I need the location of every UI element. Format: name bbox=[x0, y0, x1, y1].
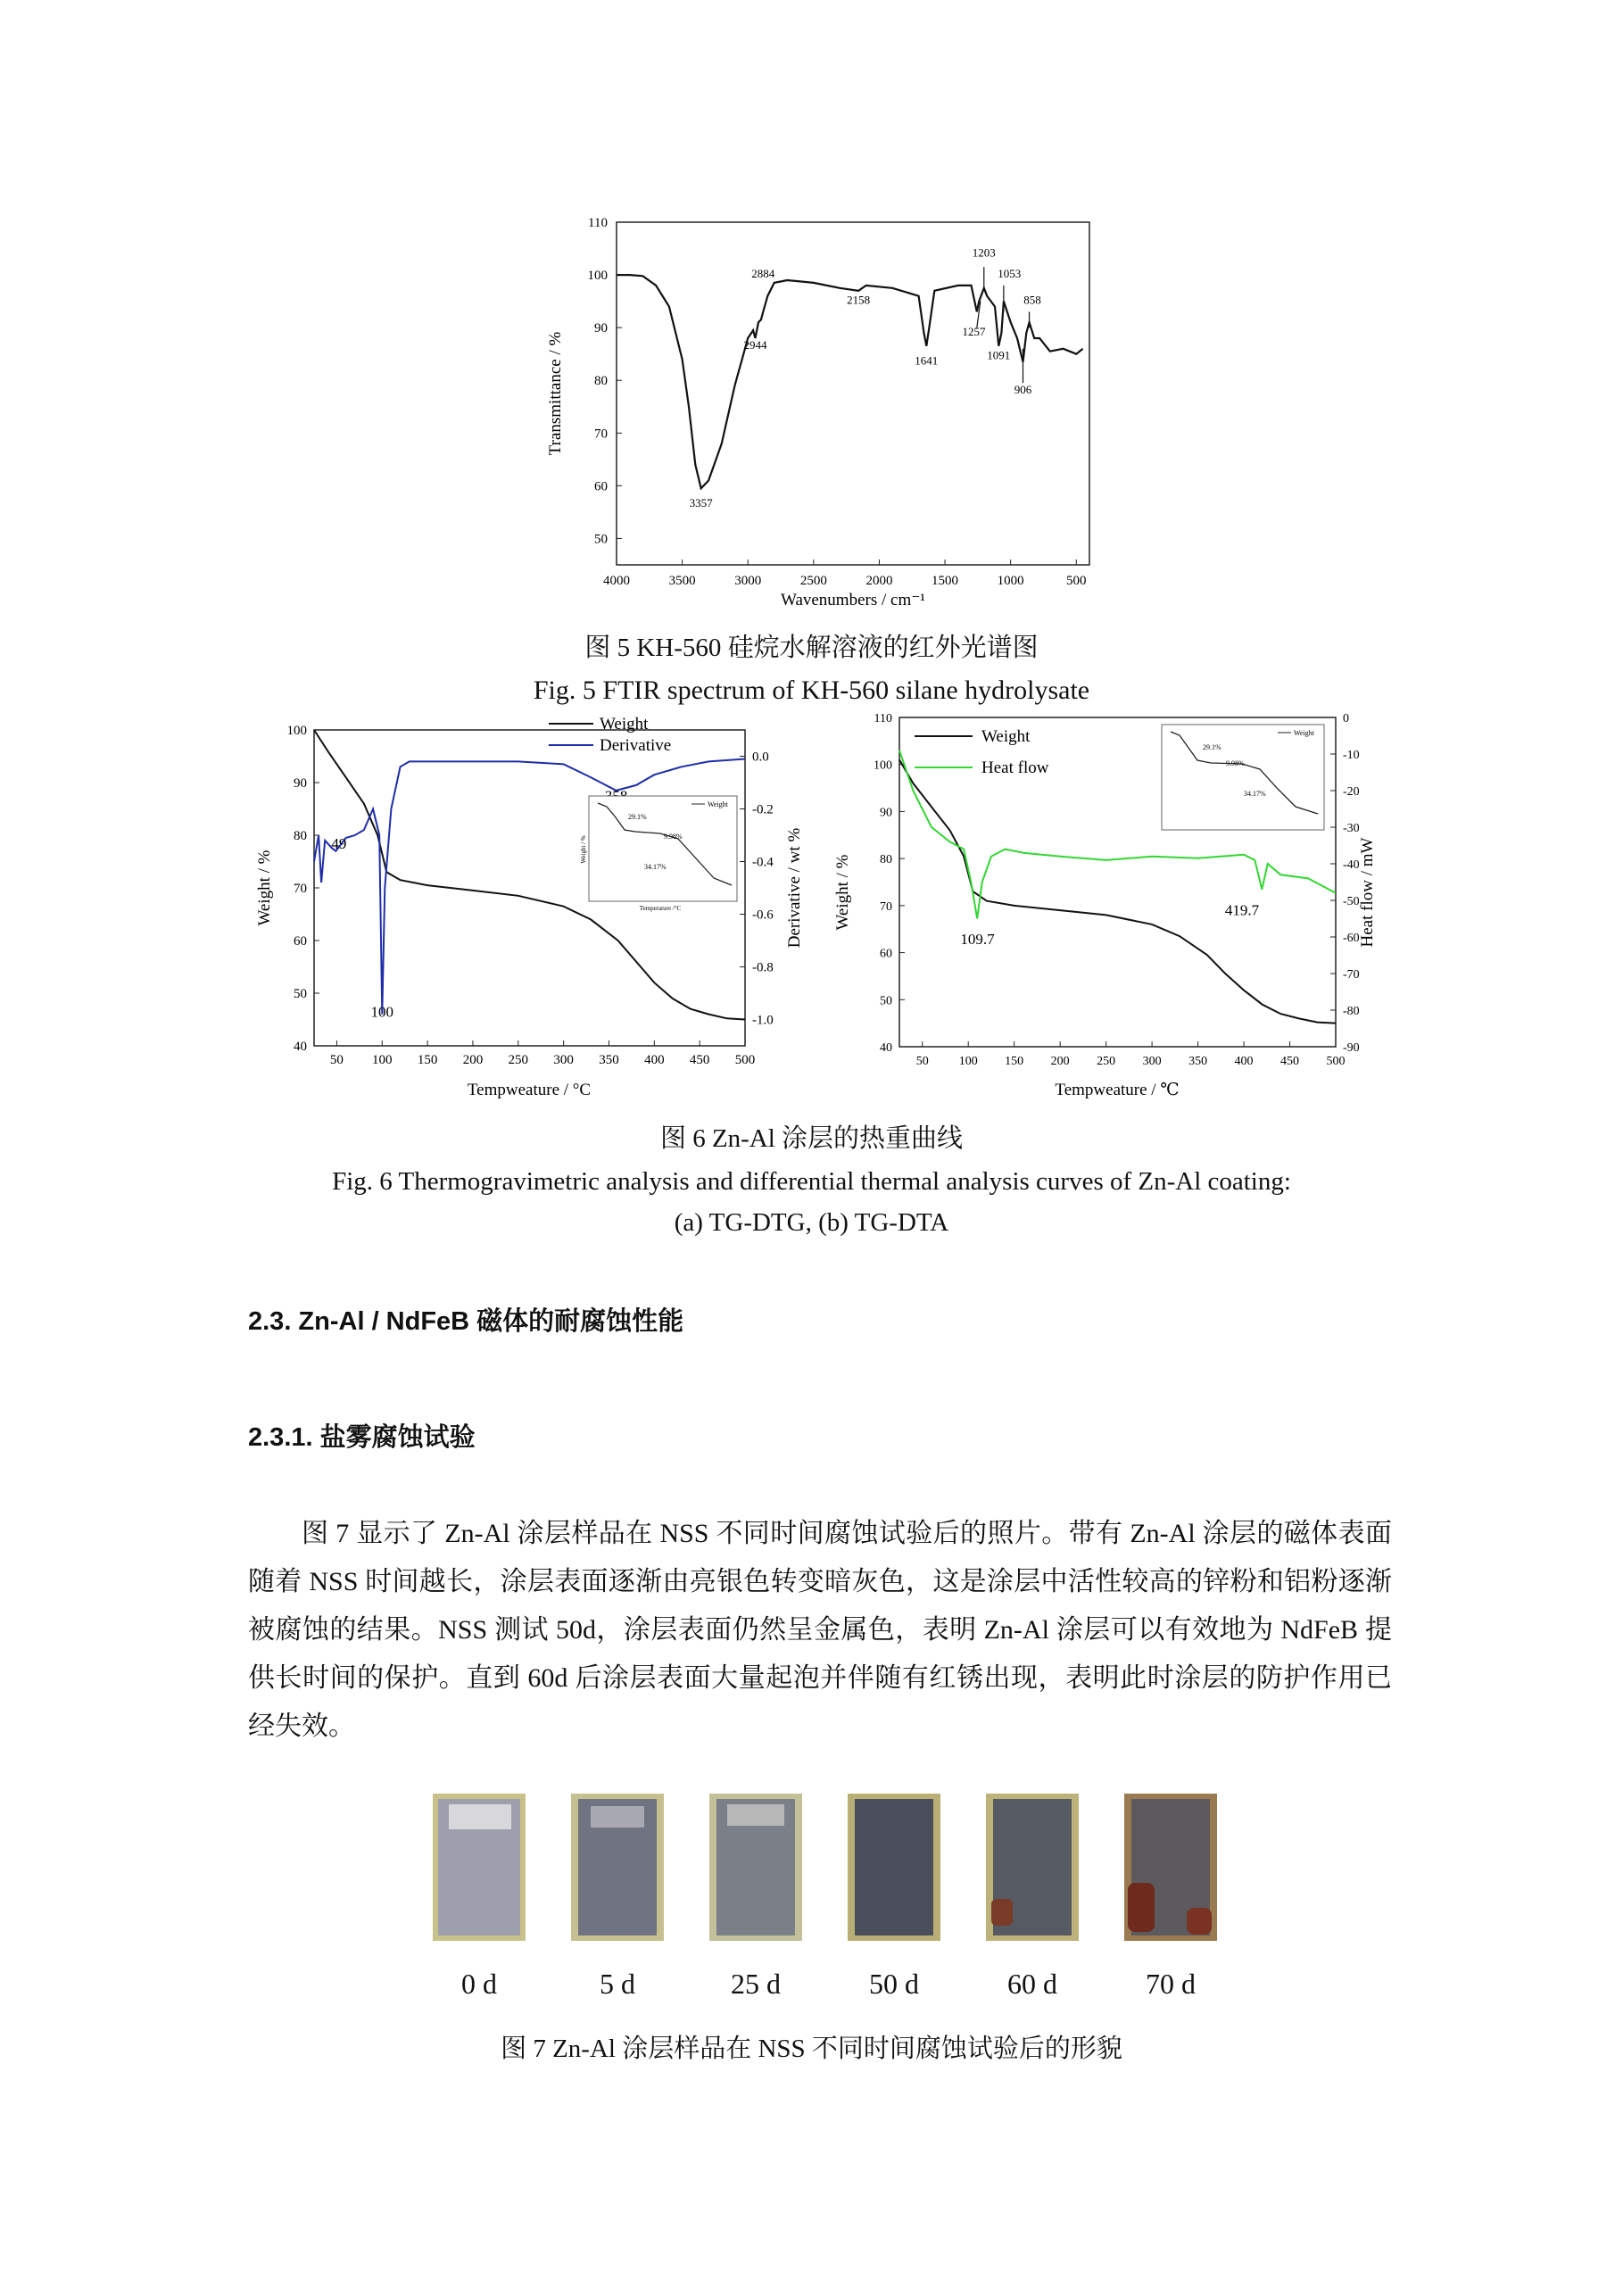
fig7-label: 5 d bbox=[600, 1968, 635, 2000]
fig5-xtick-label: 2000 bbox=[865, 574, 893, 588]
fig6b-y2tick-label: -70 bbox=[1343, 968, 1360, 982]
fig6a-inset-step3: 34.17% bbox=[644, 863, 667, 871]
fig6a-legend bbox=[549, 715, 671, 755]
fig6a-y2tick-label: -1.0 bbox=[752, 1013, 774, 1028]
fig7-label: 60 d bbox=[1007, 1968, 1057, 2000]
fig5-peak-label: 858 bbox=[1023, 293, 1041, 307]
fig6a-xtick-label: 350 bbox=[599, 1053, 619, 1067]
fig7-label: 25 d bbox=[731, 1968, 781, 2000]
body-paragraph bbox=[248, 1510, 1392, 1751]
fig6b-y2tick-label: -60 bbox=[1343, 932, 1360, 945]
fig6a-chart bbox=[250, 705, 821, 1107]
sample-photo-25d bbox=[709, 1794, 802, 1941]
fig6-caption-en2: (a) TG-DTG, (b) TG-DTA bbox=[674, 1208, 949, 1237]
fig6a-xlabel: Tempweature / °C bbox=[467, 1081, 592, 1099]
fig6b-y2tick-label: -30 bbox=[1343, 822, 1360, 835]
fig6b-xtick-label: 50 bbox=[915, 1055, 929, 1068]
fig6b-xtick-label: 200 bbox=[1050, 1055, 1070, 1068]
fig6a-xtick-label: 150 bbox=[417, 1053, 438, 1067]
fig5-ytick-label: 60 bbox=[594, 479, 608, 494]
fig6-caption-en: Fig. 6 Thermogravimetric analysis and differential thermal analysis curves of Zn-Al coating: bbox=[332, 1167, 1291, 1196]
fig5-peak-label: 906 bbox=[1014, 383, 1032, 396]
sample-photo-60d bbox=[986, 1794, 1079, 1941]
fig6b-xtick-label: 500 bbox=[1326, 1055, 1346, 1068]
fig6a-y2tick-label: -0.6 bbox=[752, 908, 774, 923]
paragraph-text: 图 7 显示了 Zn-Al 涂层样品在 NSS 不同时间腐蚀试验后的照片。带有 Zn-Al 涂层的磁体表面随着 NSS 时间越长，涂层表面逐渐由亮银色转变暗灰色，这是涂层中活性较高的锌粉和铝粉逐渐被腐蚀的结果。NSS 测试 50d，涂层表面仍然呈金属色，表明 Zn-Al 涂层可以有效地为 NdFeB 提供长时间的保护。直到 60d 后涂层表面大量起泡并伴随有红锈出现，表明此时涂层的防护作用已经失效。 bbox=[248, 1519, 1392, 1741]
sample-photo-50d bbox=[848, 1794, 940, 1941]
fig6b-legend bbox=[915, 727, 1049, 777]
fig6b-ytick-label: 50 bbox=[880, 994, 892, 1008]
fig5-caption-cn: 图 5 KH-560 硅烷水解溶液的红外光谱图 bbox=[584, 634, 1039, 662]
fig6b-y2tick-label: -50 bbox=[1343, 895, 1360, 908]
fig5-xtick-label: 3500 bbox=[668, 574, 696, 588]
fig6a-y2tick-label: -0.8 bbox=[752, 960, 774, 975]
fig6b-y2tick-label: -40 bbox=[1343, 858, 1360, 872]
fig6a-ytick-label: 100 bbox=[286, 724, 307, 738]
fig6b-ytick-label: 40 bbox=[880, 1041, 892, 1055]
fig5-ytick-label: 100 bbox=[587, 269, 608, 284]
sample-photo-5d bbox=[571, 1794, 664, 1941]
fig5-ytick-label: 110 bbox=[588, 216, 608, 230]
fig6b-ytick-label: 100 bbox=[874, 758, 892, 773]
fig6a-xtick-label: 450 bbox=[689, 1053, 710, 1067]
fig5-xtick-label: 1500 bbox=[932, 574, 959, 588]
fig6a-xtick-label: 100 bbox=[372, 1053, 393, 1067]
fig6a-xtick-label: 300 bbox=[553, 1053, 574, 1067]
fig6b-ytick-label: 90 bbox=[880, 806, 892, 820]
fig6b-xtick-label: 350 bbox=[1188, 1055, 1208, 1068]
fig6a-ytick-label: 60 bbox=[294, 934, 307, 949]
fig7-label: 0 d bbox=[461, 1968, 497, 2000]
fig5-ylabel: Transmittance / % bbox=[546, 331, 565, 456]
fig6b-y2tick-label: 0 bbox=[1343, 712, 1349, 725]
fig6a-y2tick-label: -0.4 bbox=[752, 855, 774, 870]
fig5-xtick-label: 1000 bbox=[997, 574, 1024, 588]
fig6a-xtick-label: 250 bbox=[508, 1053, 529, 1067]
fig5-xtick-label: 3000 bbox=[734, 574, 762, 588]
fig6b-inset-legend: Weight bbox=[1294, 729, 1314, 737]
fig5-peak-label: 1257 bbox=[962, 325, 986, 339]
fig6b-ytick-label: 60 bbox=[880, 947, 892, 961]
fig6a-inset-xlabel: Temperature /°C bbox=[639, 905, 682, 912]
fig6a-ytick-label: 80 bbox=[294, 829, 307, 843]
fig7-label: 50 d bbox=[869, 1968, 919, 2000]
fig5-ytick-label: 50 bbox=[594, 532, 608, 547]
fig6a-legend-weight: Weight bbox=[600, 715, 649, 734]
fig6b-chart bbox=[821, 705, 1392, 1107]
fig6b-xlabel: Tempweature / ℃ bbox=[1055, 1081, 1180, 1099]
fig5-peak-label: 2884 bbox=[751, 267, 775, 281]
fig6b-xtick-label: 150 bbox=[1005, 1055, 1024, 1068]
section-heading-2-3-1: 2.3.1. 盐雾腐蚀试验 bbox=[248, 1423, 476, 1452]
fig5-caption-en: Fig. 5 FTIR spectrum of KH-560 silane hydrolysate bbox=[533, 676, 1090, 705]
fig6a-ytick-label: 50 bbox=[294, 987, 307, 1001]
fig6b-xtick-label: 100 bbox=[958, 1055, 978, 1068]
fig7-caption-cn: 图 7 Zn-Al 涂层样品在 NSS 不同时间腐蚀试验后的形貌 bbox=[501, 2035, 1122, 2063]
fig6b-xtick-label: 400 bbox=[1234, 1055, 1254, 1068]
fig6a-y2tick-label: -0.2 bbox=[752, 802, 774, 817]
fig6b-inset bbox=[1162, 725, 1324, 830]
fig6b-xtick-label: 250 bbox=[1097, 1055, 1116, 1068]
fig6a-legend-derivative: Derivative bbox=[600, 736, 672, 755]
fig5-ytick-label: 80 bbox=[594, 374, 608, 389]
sample-photo-0d bbox=[433, 1794, 526, 1941]
fig5-xtick-label: 500 bbox=[1066, 574, 1087, 588]
fig6a-xtick-label: 400 bbox=[644, 1053, 665, 1067]
fig6a-inset-ylabel: Weight / % bbox=[580, 835, 587, 864]
fig6b-y2tick-label: -90 bbox=[1343, 1041, 1360, 1055]
fig6b-ytick-label: 70 bbox=[880, 899, 892, 914]
fig6b-inset-step1: 29.1% bbox=[1203, 743, 1221, 751]
fig5-peak-label: 3357 bbox=[689, 496, 713, 510]
fig6a-ylabel: Weight / % bbox=[255, 850, 274, 926]
fig6a-xtick-label: 50 bbox=[329, 1053, 344, 1067]
fig6b-peak-label: 419.7 bbox=[1224, 901, 1260, 919]
fig6b-inset-step2: 9.98% bbox=[1226, 759, 1245, 767]
fig6a-peak-label: 100 bbox=[370, 1003, 394, 1021]
fig6b-inset-step3: 34.17% bbox=[1244, 790, 1266, 798]
fig6b-xtick-label: 450 bbox=[1280, 1055, 1300, 1068]
fig5-xtick-label: 2500 bbox=[799, 574, 827, 588]
fig5-peak-label: 1053 bbox=[998, 267, 1022, 281]
fig6b-legend-weight: Weight bbox=[981, 727, 1031, 746]
fig6b-ytick-label: 110 bbox=[874, 712, 892, 725]
fig6a-xtick-label: 500 bbox=[734, 1053, 756, 1067]
fig5-chart bbox=[526, 205, 1106, 625]
fig6a-y2tick-label: 0.0 bbox=[752, 750, 769, 765]
fig6a-inset bbox=[580, 796, 737, 912]
fig6b-y2tick-label: -20 bbox=[1343, 785, 1360, 799]
fig6a-inset-step1: 29.1% bbox=[628, 813, 647, 821]
fig6a-inset-step2: 9.98% bbox=[664, 833, 683, 841]
fig6a-inset-legend: Weight bbox=[708, 800, 728, 808]
fig6b-ytick-label: 80 bbox=[880, 853, 892, 867]
fig6a-peak-label: 49 bbox=[331, 834, 347, 852]
fig5-ytick-label: 90 bbox=[594, 321, 608, 336]
fig5-ytick-label: 70 bbox=[594, 427, 608, 442]
fig6b-y2tick-label: -10 bbox=[1343, 749, 1360, 762]
fig5-spectrum-line bbox=[617, 275, 1083, 488]
fig6a-y2label: Derivative / wt % bbox=[785, 827, 804, 949]
fig5-peak-label: 1641 bbox=[915, 353, 939, 368]
fig6b-legend-heatflow: Heat flow bbox=[981, 758, 1049, 777]
fig6-caption-cn: 图 6 Zn-Al 涂层的热重曲线 bbox=[659, 1124, 964, 1153]
fig7-label: 70 d bbox=[1146, 1968, 1196, 2000]
section-heading-2-3: 2.3. Zn-Al / NdFeB 磁体的耐腐蚀性能 bbox=[248, 1307, 684, 1336]
fig5-peak-label: 2944 bbox=[743, 337, 767, 352]
fig6a-ytick-label: 90 bbox=[294, 776, 307, 791]
fig6a-xtick-label: 200 bbox=[462, 1053, 484, 1067]
fig5-xtick-label: 4000 bbox=[603, 574, 630, 588]
fig6b-y2tick-label: -80 bbox=[1343, 1005, 1360, 1018]
fig6b-y2label: Heat flow / mW bbox=[1358, 837, 1377, 948]
fig6b-peak-label: 109.7 bbox=[960, 931, 995, 949]
sample-photo-70d bbox=[1124, 1794, 1217, 1941]
fig6b-ylabel: Weight / % bbox=[833, 854, 852, 931]
fig5-peak-label: 1091 bbox=[987, 348, 1011, 362]
fig6b-xtick-label: 300 bbox=[1142, 1055, 1162, 1068]
fig6a-ytick-label: 40 bbox=[294, 1040, 307, 1054]
fig6a-ytick-label: 70 bbox=[294, 882, 307, 896]
fig5-peak-label: 1203 bbox=[972, 245, 996, 260]
fig5-peak-label: 2158 bbox=[847, 293, 871, 307]
fig5-xlabel: Wavenumbers / cm⁻¹ bbox=[781, 591, 925, 609]
